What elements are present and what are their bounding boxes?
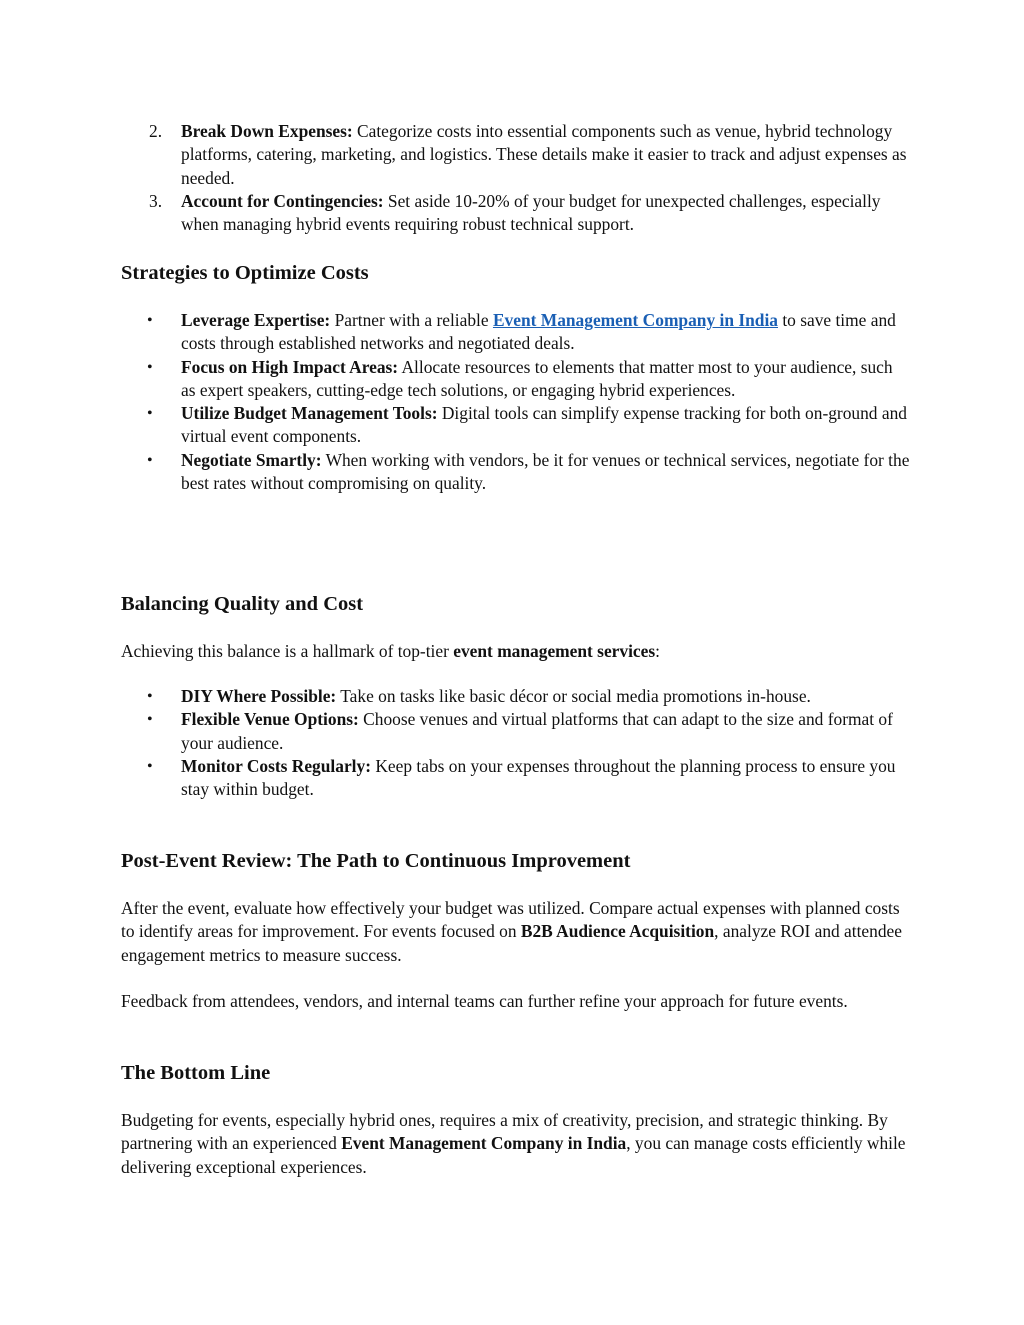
item-text: Keep tabs on your expenses throughout the planning process to ensure you stay within budget. — [181, 755, 896, 800]
intro-bold: event management services — [453, 641, 656, 661]
list-item — [121, 402, 911, 449]
paragraph-text-end: , analyze ROI and attendee engagement metrics to measure success. — [121, 921, 902, 965]
list-item — [121, 755, 911, 802]
bullet-icon: • — [147, 312, 153, 329]
item-text: Choose venues and virtual platforms that can adapt to the size and format of your audience. — [181, 709, 893, 753]
section-heading-review: Post-Event Review: The Path to Continuous Improvement — [121, 850, 631, 872]
item-text: Set aside 10-20% of your budget for unexpected challenges, especially when managing hybrid events requiring robust technical support. — [181, 190, 881, 235]
paragraph-text: After the event, evaluate how effectively your budget was utilized. Compare actual expenses with planned costs to identify areas for improvement. For events focused on — [121, 898, 900, 942]
section-heading-bottom-line: The Bottom Line — [121, 1062, 271, 1084]
event-management-company-link[interactable]: Event Management Company in India — [492, 310, 778, 330]
bullet-icon: • — [147, 688, 153, 705]
intro-text-end: : — [655, 641, 660, 661]
strategies-list — [121, 309, 911, 495]
paragraph-text: Budgeting for events, especially hybrid ones, requires a mix of creativity, precision, and strategic thinking. By partnering with an experienced — [121, 1110, 888, 1154]
review-paragraph-2: Feedback from attendees, vendors, and internal teams can further refine your approach for future events. — [121, 991, 848, 1011]
list-item — [121, 708, 911, 755]
item-title: Monitor Costs Regularly: — [181, 755, 371, 776]
paragraph-bold: Event Management Company in India — [341, 1133, 627, 1154]
item-title: Negotiate Smartly: — [181, 449, 322, 470]
paragraph-text-end: , you can manage costs efficiently while delivering exceptional experiences. — [121, 1133, 906, 1177]
balancing-intro — [121, 640, 911, 663]
bullet-icon: • — [147, 405, 153, 423]
balancing-list — [121, 685, 911, 801]
bullet-icon: • — [147, 358, 153, 376]
paragraph-bold: B2B Audience Acquisition — [520, 921, 715, 942]
numbered-list — [121, 120, 911, 236]
item-text: Allocate resources to elements that matter most to your audience, such as expert speakers, cutting-edge tech solutions, or engaging hybrid experiences. — [181, 356, 893, 400]
item-title: Leverage Expertise: — [181, 310, 331, 330]
section-heading-strategies: Strategies to Optimize Costs — [121, 262, 369, 284]
list-number: 3. — [149, 190, 163, 211]
review-paragraph-1 — [121, 897, 911, 967]
item-title: DIY Where Possible: — [181, 686, 337, 706]
intro-text: Achieving this balance is a hallmark of top-tier — [121, 641, 454, 661]
bullet-icon: • — [147, 711, 153, 729]
list-item — [121, 356, 911, 403]
list-item — [121, 685, 911, 708]
item-title: Account for Contingencies: — [181, 190, 384, 211]
item-text: When working with vendors, be it for venues or technical services, negotiate for the best rates without compromising on quality. — [181, 449, 910, 494]
item-title: Focus on High Impact Areas: — [181, 356, 399, 377]
bottom-line-paragraph — [121, 1109, 911, 1179]
item-text: Digital tools can simplify expense tracking for both on-ground and virtual event components. — [181, 403, 907, 447]
item-title: Utilize Budget Management Tools: — [181, 403, 438, 424]
list-item — [121, 120, 911, 190]
list-number: 2. — [149, 121, 163, 141]
section-heading-balancing: Balancing Quality and Cost — [121, 593, 364, 615]
bullet-icon: • — [147, 451, 153, 469]
item-text: Categorize costs into essential components such as venue, hybrid technology platforms, catering, marketing, and logistics. These details make it easier to track and adjust expenses as needed. — [181, 121, 907, 188]
item-text: Partner with a reliable — [330, 310, 493, 330]
list-item — [121, 309, 911, 356]
item-text: Take on tasks like basic décor or social media promotions in-house. — [336, 686, 811, 706]
list-item — [121, 190, 911, 237]
bullet-icon: • — [147, 757, 153, 775]
item-title: Break Down Expenses: — [181, 121, 353, 141]
item-title: Flexible Venue Options: — [181, 709, 359, 730]
list-item — [121, 449, 911, 496]
item-text: to save time and costs through established networks and negotiated deals. — [181, 310, 896, 354]
